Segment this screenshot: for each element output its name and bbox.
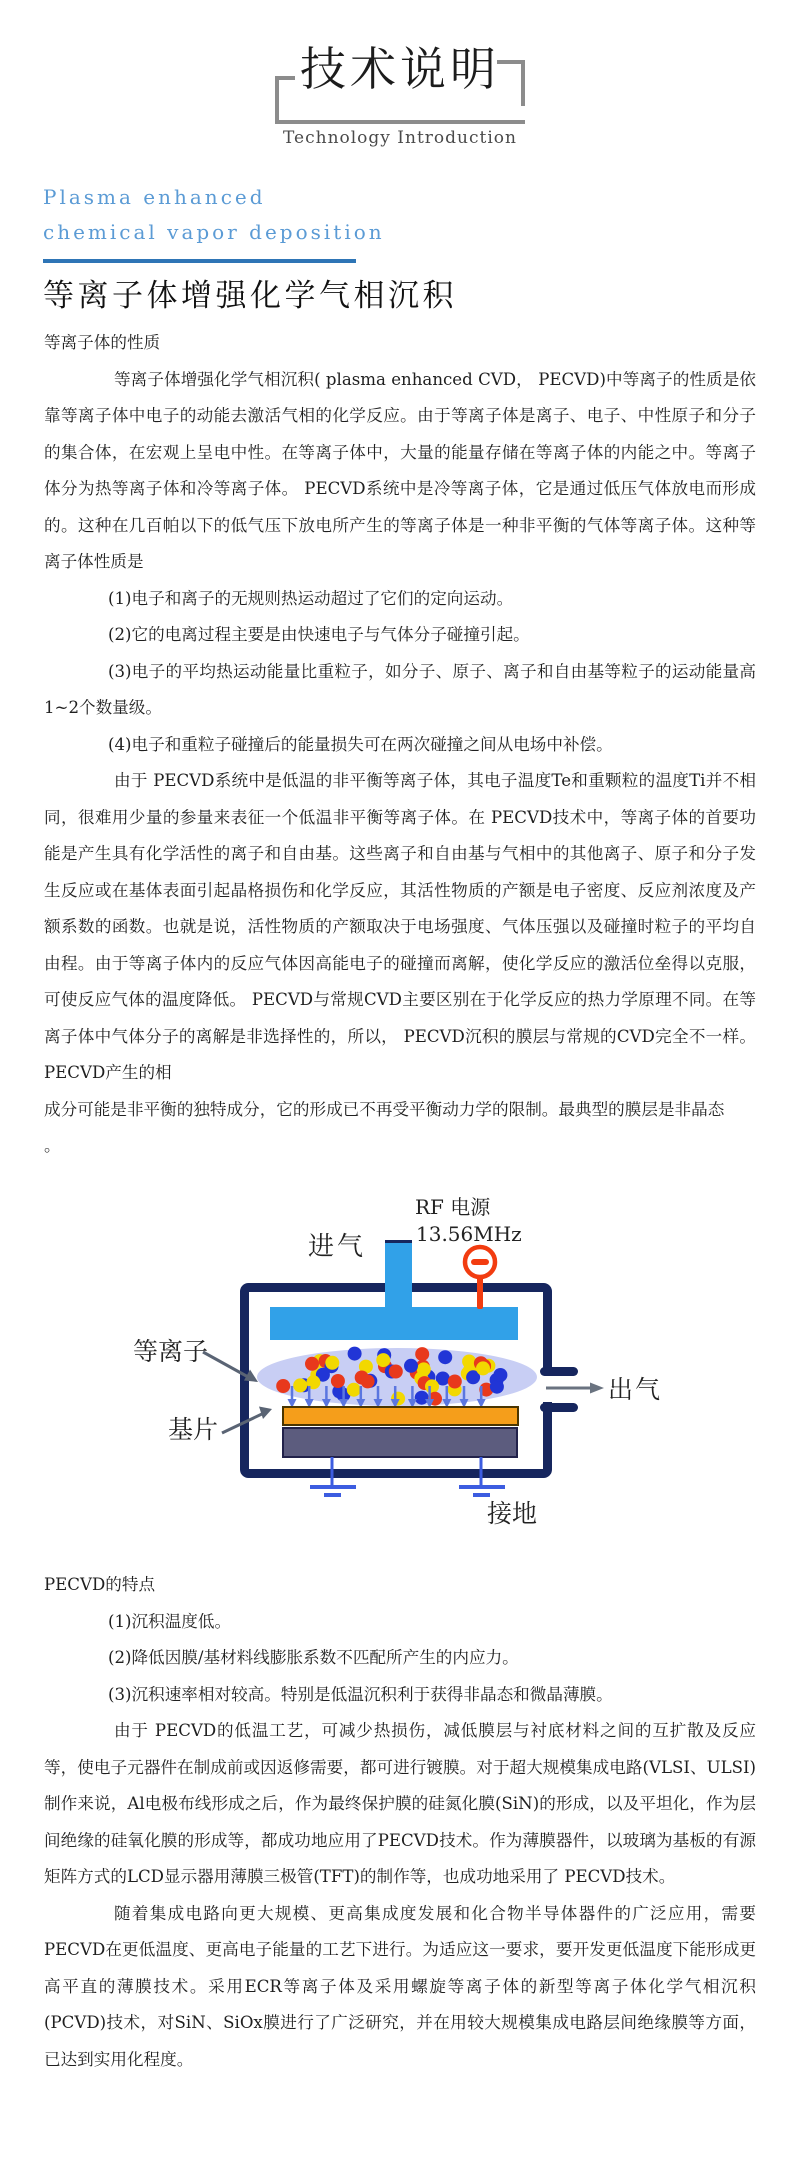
plasma-particle <box>476 1361 490 1375</box>
intro-english-line1: Plasma enhanced <box>43 185 266 209</box>
plasma-particle <box>438 1350 452 1364</box>
paragraph: 。 <box>44 1136 61 1155</box>
plasma-particle <box>493 1368 507 1382</box>
outlet-port-bottom <box>540 1403 578 1412</box>
frame-corner-right <box>497 60 525 106</box>
plasma-pointer-arrow-icon <box>203 1352 258 1382</box>
numbered-item: (3)电子的平均热运动能量比重粒子，如分子、原子、离子和自由基等粒子的运动能量高1~2个数量级。 <box>44 661 756 717</box>
section-heading: 等离子体的性质 <box>44 333 161 352</box>
upper-electrode <box>270 1307 518 1340</box>
plasma-particle <box>448 1375 462 1389</box>
rf-frequency-label: 13.56MHz <box>416 1222 522 1246</box>
plasma-particle <box>348 1347 362 1361</box>
rf-power-label: RF 电源 <box>415 1195 491 1219</box>
plasma-particle <box>305 1357 319 1371</box>
gas-in-label: 进气 <box>308 1232 367 1262</box>
substrate-label: 基片 <box>168 1415 219 1444</box>
numbered-item: (1)沉积温度低。 <box>108 1611 232 1631</box>
paragraph: 随着集成电路向更大规模、更高集成度发展和化合物半导体器件的广泛应用，需要PECVD在更低温度、更高电子能量的工艺下进行。为适应这一要求，要开发更低温度下能形成更高平直的薄膜技术。采用ECR等离子体及采用螺旋等离子体的新型等离子体化学气相沉积(PCVD)技术，对SiN、SiOx膜进行了广泛研究，并在用较大规模集成电路层间绝缘膜等方面，已达到实用化程度。 <box>44 1903 756 2069</box>
section-plasma-properties <box>44 325 756 1165</box>
lower-electrode <box>283 1428 517 1457</box>
plasma-particle <box>347 1383 361 1397</box>
plasma-particle <box>415 1391 429 1405</box>
intro-english-line2: chemical vapor deposition <box>43 220 385 244</box>
section-heading: PECVD的特点 <box>44 1575 156 1594</box>
page-title: 技术说明 <box>300 42 500 96</box>
plasma-particle <box>404 1359 418 1373</box>
paragraph: 由于 PECVD系统中是低温的非平衡等离子体，其电子温度Te和重颗粒的温度Ti并不相同，很难用少量的参量来表征一个低温非平衡等离子体。在 PECVD技术中，等离子体的首要功能是产生具有化学活性的离子和自由基。这些离子和自由基与气相中的其他离子、原子和分子发生反应或在基体表面引起晶格损伤和化学反应，其活性物质的产额是电子密度、反应剂浓度及产额系数的函数。也就是说，活性物质的产额取决于电场强度、气体压强以及碰撞时粒子的平均自由程。由于等离子体内的反应气体因高能电子的碰撞而离解，使化学反应的激活位垒得以克服，可使反应气体的温度降低。 PECVD与常规CVD主要区别在于化学反应的热力学原理不同。在等离子体中气体分子的离解是非选择性的，所以， PECVD沉积的膜层与常规的CVD完全不一样。 PECVD产生的相 <box>44 771 756 1082</box>
intro-chinese-title: 等离子体增强化学气相沉积 <box>43 278 457 314</box>
paragraph: 等离子体增强化学气相沉积( plasma enhanced CVD， PECVD)中等离子的性质是依靠等离子体中电子的动能去激活气相的化学反应。由于等离子体是离子、电子、中性原子和分子的集合体，在宏观上呈电中性。在等离子体中，大量的能量存储在等离子体的内能之中。等离子体分为热等离子体和冷等离子体。 PECVD系统中是冷等离子体，它是通过低压气体放电而形成的。这种在几百帕以下的低气压下放电所产生的等离子体是一种非平衡的气体等离子体。这种等离子体性质是 <box>44 369 756 571</box>
header-title-frame <box>275 40 525 122</box>
plasma-particle <box>276 1379 290 1393</box>
plasma-particle <box>376 1353 390 1367</box>
numbered-item: (2)它的电离过程主要是由快速电子与气体分子碰撞引起。 <box>108 625 530 644</box>
ground-label: 接地 <box>487 1499 538 1528</box>
plasma-particle <box>425 1379 439 1393</box>
plasma-particle <box>415 1347 429 1361</box>
section-pecvd-features <box>44 1567 756 2078</box>
plasma-particle <box>293 1378 307 1392</box>
numbered-item: (4)电子和重粒子碰撞后的能量损失可在两次碰撞之间从电场中补偿。 <box>108 734 613 754</box>
paragraph: 成分可能是非平衡的独特成分，它的形成已不再受平衡动力学的限制。最典型的膜层是非晶态 <box>44 1099 725 1119</box>
intro-underline <box>43 259 356 263</box>
plasma-label: 等离子 <box>133 1337 209 1366</box>
numbered-item: (1)电子和离子的无规则热运动超过了它们的定向运动。 <box>108 588 514 608</box>
plasma-particle <box>389 1365 403 1379</box>
paragraph: 由于 PECVD的低温工艺，可减少热损伤，减低膜层与衬底材料之间的互扩散及反应等，使电子元器件在制成前或因返修需要，都可进行镀膜。对于超大规模集成电路(VLSI、ULSI)制作来说，Al电极布线形成之后，作为最终保护膜的硅氮化膜(SiN)的形成，以及平坦化，作为层间绝缘的硅氧化膜的形成等，都成功地应用了PECVD技术。作为薄膜器件，以玻璃为基板的有源矩阵方式的LCD显示器用薄膜三极管(TFT)的制作等，也成功地采用了 PECVD技术。 <box>44 1721 756 1886</box>
rf-lead-wire <box>477 1276 483 1309</box>
frame-bottom-line <box>275 120 525 124</box>
page-subtitle: Technology Introduction <box>283 128 517 148</box>
outlet-port-top <box>540 1367 578 1376</box>
gas-out-label: 出气 <box>608 1375 663 1404</box>
frame-corner-left <box>275 76 295 124</box>
numbered-item: (3)沉积速率相对较高。特别是低温沉积利于获得非晶态和微晶薄膜。 <box>108 1684 613 1704</box>
gas-inlet-stem <box>385 1240 412 1310</box>
plasma-particle <box>325 1356 339 1370</box>
substrate-layer <box>283 1407 518 1425</box>
pecvd-reactor-diagram <box>0 1186 800 1556</box>
intro-heading-block <box>43 180 457 315</box>
plasma-particle <box>331 1374 345 1388</box>
rf-minus-icon <box>471 1259 489 1265</box>
plasma-particle <box>361 1374 375 1388</box>
numbered-item: (2)降低因膜/基材料线膨胀系数不匹配所产生的内应力。 <box>108 1648 519 1667</box>
